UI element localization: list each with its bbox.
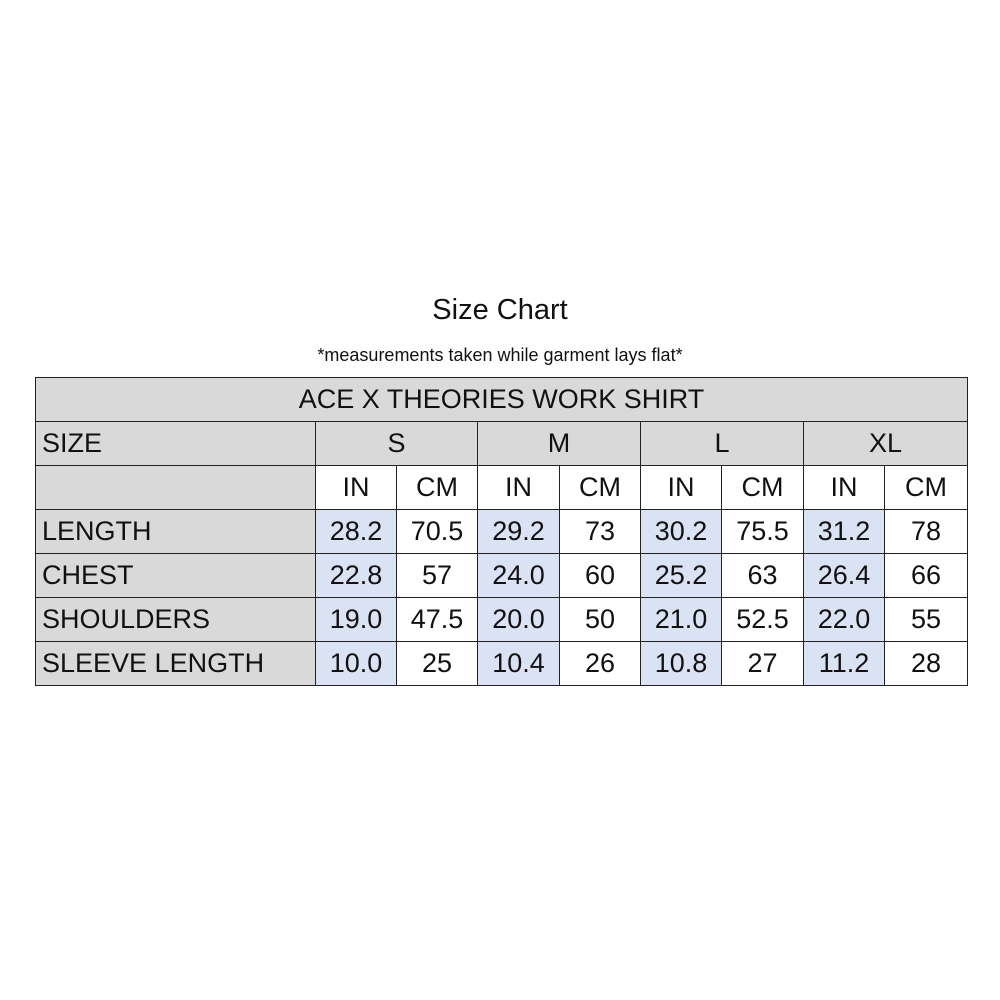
- cell-cm: 57: [397, 554, 478, 598]
- cell-cm: 55: [885, 598, 968, 642]
- unit-header-cm: CM: [397, 466, 478, 510]
- cell-in: 19.0: [316, 598, 397, 642]
- table-row: [36, 642, 968, 686]
- cell-in: 29.2: [478, 510, 560, 554]
- cell-in: 10.8: [641, 642, 722, 686]
- cell-in: 22.0: [804, 598, 885, 642]
- unit-header-empty: [36, 466, 316, 510]
- cell-in: 10.0: [316, 642, 397, 686]
- unit-header-row: [36, 466, 968, 510]
- product-name-row: [36, 378, 968, 422]
- cell-in: 22.8: [316, 554, 397, 598]
- row-label: CHEST: [36, 554, 316, 598]
- cell-cm: 47.5: [397, 598, 478, 642]
- table-row: [36, 510, 968, 554]
- table-row: [36, 554, 968, 598]
- cell-cm: 26: [560, 642, 641, 686]
- cell-cm: 25: [397, 642, 478, 686]
- cell-in: 31.2: [804, 510, 885, 554]
- cell-in: 28.2: [316, 510, 397, 554]
- table-row: [36, 598, 968, 642]
- cell-cm: 66: [885, 554, 968, 598]
- unit-header-in: IN: [316, 466, 397, 510]
- cell-in: 30.2: [641, 510, 722, 554]
- cell-in: 11.2: [804, 642, 885, 686]
- size-header-row: [36, 422, 968, 466]
- size-header-m: M: [478, 422, 641, 466]
- cell-in: 25.2: [641, 554, 722, 598]
- cell-cm: 50: [560, 598, 641, 642]
- unit-header-in: IN: [804, 466, 885, 510]
- size-table: [35, 377, 968, 686]
- cell-cm: 63: [722, 554, 804, 598]
- cell-in: 21.0: [641, 598, 722, 642]
- cell-cm: 75.5: [722, 510, 804, 554]
- unit-header-cm: CM: [885, 466, 968, 510]
- page-title: Size Chart: [432, 294, 568, 326]
- cell-in: 24.0: [478, 554, 560, 598]
- unit-header-cm: CM: [560, 466, 641, 510]
- cell-cm: 28: [885, 642, 968, 686]
- unit-header-cm: CM: [722, 466, 804, 510]
- cell-cm: 78: [885, 510, 968, 554]
- row-label: SLEEVE LENGTH: [36, 642, 316, 686]
- size-header-label: SIZE: [36, 422, 316, 466]
- unit-header-in: IN: [478, 466, 560, 510]
- cell-in: 20.0: [478, 598, 560, 642]
- unit-header-in: IN: [641, 466, 722, 510]
- size-header-s: S: [316, 422, 478, 466]
- size-header-xl: XL: [804, 422, 968, 466]
- cell-cm: 60: [560, 554, 641, 598]
- cell-cm: 73: [560, 510, 641, 554]
- cell-cm: 52.5: [722, 598, 804, 642]
- product-name: ACE X THEORIES WORK SHIRT: [36, 378, 968, 422]
- cell-cm: 27: [722, 642, 804, 686]
- cell-in: 26.4: [804, 554, 885, 598]
- cell-in: 10.4: [478, 642, 560, 686]
- row-label: LENGTH: [36, 510, 316, 554]
- page-subtitle: *measurements taken while garment lays flat*: [317, 345, 683, 365]
- size-header-l: L: [641, 422, 804, 466]
- cell-cm: 70.5: [397, 510, 478, 554]
- row-label: SHOULDERS: [36, 598, 316, 642]
